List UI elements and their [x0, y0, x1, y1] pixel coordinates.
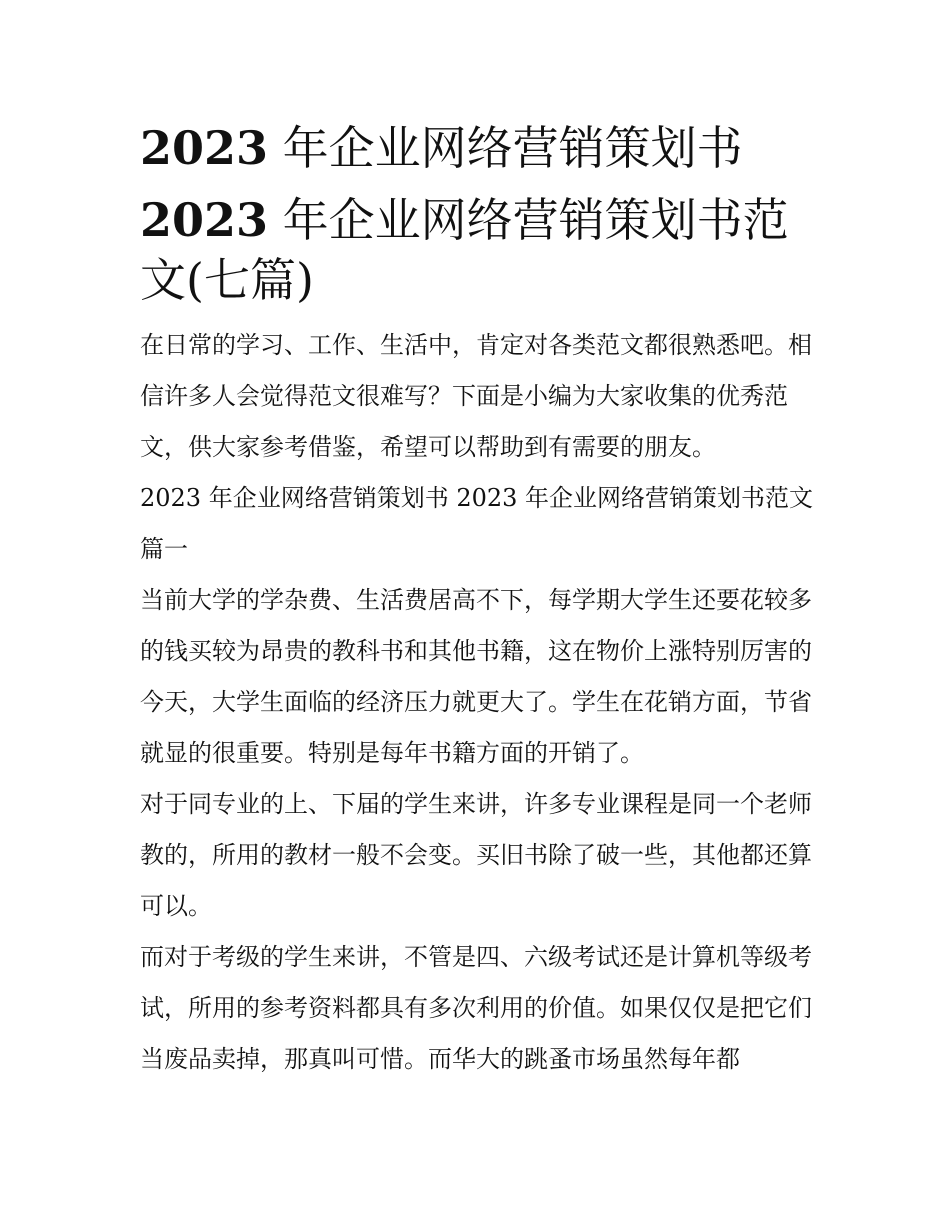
paragraph-1: 当前大学的学杂费、生活费居高不下，每学期大学生还要花较多的钱买较为昂贵的教科书和其他书籍，这在物价上涨特别厉害的今天，大学生面临的经济压力就更大了。学生在花销方面，节省就显的很重要。特别是每年书籍方面的开销了。 [140, 586, 812, 767]
title-text-1: 年企业网络营销策划书 [268, 121, 743, 175]
paragraph-section-heading: 2023 年企业网络营销策划书 2023 年企业网络营销策划书范文篇一 [140, 484, 814, 563]
paragraph-intro: 在日常的学习、工作、生活中，肯定对各类范文都很熟悉吧。相信许多人会觉得范文很难写？下面是小编为大家收集的优秀范文，供大家参考借鉴，希望可以帮助到有需要的朋友。 [140, 331, 812, 461]
title-year-2: 2023 [140, 193, 269, 247]
title-line-1 [140, 121, 743, 175]
title-line-2 [140, 190, 820, 310]
document-title [140, 118, 820, 310]
title-text-2: 年企业网络营销策划书范文(七篇) [140, 193, 789, 307]
title-year-1: 2023 [140, 121, 269, 175]
document-body [140, 320, 820, 1085]
document-page [140, 118, 820, 1085]
paragraph-3: 而对于考级的学生来讲，不管是四、六级考试还是计算机等级考试，所用的参考资料都具有多次利用的价值。如果仅仅是把它们当废品卖掉，那真叫可惜。而华大的跳蚤市场虽然每年都 [140, 943, 812, 1073]
paragraph-2: 对于同专业的上、下届的学生来讲，许多专业课程是同一个老师教的，所用的教材一般不会变。买旧书除了破一些，其他都还算可以。 [140, 790, 812, 920]
